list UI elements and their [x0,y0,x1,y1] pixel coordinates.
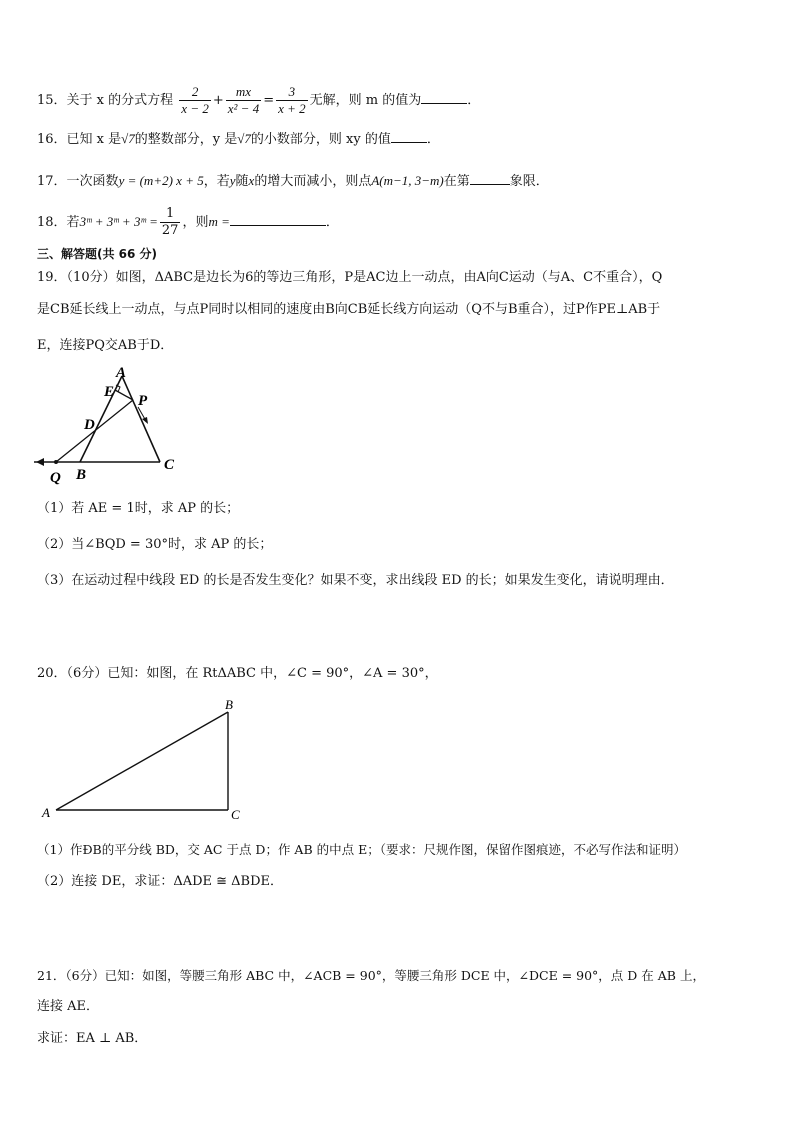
q17-text-d: 的增大而减小，则点 [254,174,372,189]
label-e: E [104,384,115,400]
q16-end: ． [426,132,440,147]
label-b: B [225,697,233,712]
q17-text-f: 象限． [509,174,549,189]
q18-text-b: ，则 [182,215,209,230]
label-d: D [84,417,95,433]
q15-end: ． [467,93,481,108]
q19-sub-1: （1）若 AE = 1时，求 AP 的长； [37,501,240,516]
q16-answer-blank[interactable] [391,128,427,143]
q19-sub-2: （2）当∠BQD = 30°时，求 AP 的长； [37,537,273,552]
label-a: A [42,805,50,820]
q17-answer-blank[interactable] [470,170,510,185]
q18-fraction-denominator: 27 [161,223,179,238]
q16-line [37,128,440,150]
q15-prefix: 关于 x 的分式方程 [66,93,174,108]
q18-text-a: 若 [66,215,80,230]
q15-answer-blank[interactable] [421,89,467,104]
q19-line-2: 是CB延长线上一动点，与点P同时以相同的速度由B向CB延长线方向运动（Q不与B重合），过P作PE⊥AB于 [37,302,661,317]
q15-fraction-3-denominator: x + 2 [278,101,306,116]
q15-number: 15． [37,93,67,108]
q20-right-triangle-figure [38,697,258,822]
q19-line-3: E，连接PQ交AB于D． [37,338,174,353]
point-q [54,460,58,464]
q18-expression: 3ᵐ + 3ᵐ + 3ᵐ = [79,214,158,229]
q15-fraction-2-numerator: mx [226,84,261,101]
q18-m: m = [208,214,230,229]
q17-number: 17． [37,174,67,189]
label-q: Q [50,470,61,485]
edge-ac [122,376,160,462]
q21-line-1: 21．（6分）已知：如图，等腰三角形 ABC 中，∠ACB = 90°，等腰三角形 DCE 中，∠DCE = 90°，点 D 在 AB 上， [37,968,705,983]
section-heading: 三、解答题(共 66 分) [37,247,158,261]
q18-fraction-numerator: 1 [160,206,181,223]
q17-y: y [229,173,236,188]
q16-text-a: 已知 x 是 [66,132,122,147]
q17-text-b: ，若 [203,174,230,189]
q21-line-2: 连接 AE． [37,999,100,1014]
q20-line-1: 20．（6分）已知：如图，在 RtΔABC 中，∠C = 90°，∠A = 30°， [37,666,438,681]
q17-text-e: 在第 [443,174,470,189]
q16-root-2: √7 [237,131,251,146]
q15-plus: + [212,93,224,108]
q20-sub-1: （1）作ÐB的平分线 BD，交 AC 于点 D；作 AB 的中点 E；（要求：尺规作图，保留作图痕迹，不必写作法和证明） [37,842,686,857]
q18-number: 18． [37,215,67,230]
arrow-q-head [36,458,44,466]
q15-fraction-2-denominator: x² − 4 [227,101,260,116]
q19-line-1: 19．（10分）如图，ΔABC是边长为6的等边三角形，P是AC边上一动点，由A向C运动（与A、C不重合），Q [37,270,663,285]
q15-fraction-3-numerator: 3 [276,84,308,101]
label-p: P [138,393,148,409]
q16-root-1: √7 [121,131,135,146]
q18-fraction [160,206,181,239]
q17-function: y = (m+2) x + 5 [118,173,204,188]
q15-fraction-3 [276,84,308,117]
q18-answer-blank[interactable] [230,211,326,226]
q20-sub-2: （2）连接 DE，求证：ΔADE ≅ ΔBDE． [37,874,284,889]
q16-text-b: 的整数部分，y 是 [134,132,238,147]
q15-fraction-1-numerator: 2 [179,84,211,101]
label-c: C [164,457,175,473]
q16-number: 16． [37,132,67,147]
q15-equals: = [263,93,275,108]
q18-line [37,206,339,239]
q15-fraction-2 [226,84,261,117]
q17-point: A(m−1, 3−m) [371,173,444,188]
edge-ab [56,712,228,810]
q16-text-c: 的小数部分，则 xy 的值 [250,132,391,147]
q18-end: ． [325,215,339,230]
label-a: A [116,365,127,381]
q19-sub-3: （3）在运动过程中线段 ED 的长是否发生变化？如果不变，求出线段 ED 的长；如果发生变化，请说明理由． [37,573,674,588]
label-b: B [76,467,87,483]
q17-text-a: 一次函数 [66,174,119,189]
q19-triangle-figure [30,365,180,485]
q17-line [37,170,549,192]
q17-text-c: 随 [235,174,249,189]
q15-suffix: 无解，则 m 的值为 [309,93,422,108]
q15-fraction-1-denominator: x − 2 [181,101,209,116]
q17-x: x [248,173,255,188]
q15-fraction-1 [179,84,211,117]
q21-line-3: 求证：EA ⊥ AB． [37,1031,148,1046]
label-c: C [231,807,240,822]
q15-line [37,84,480,117]
